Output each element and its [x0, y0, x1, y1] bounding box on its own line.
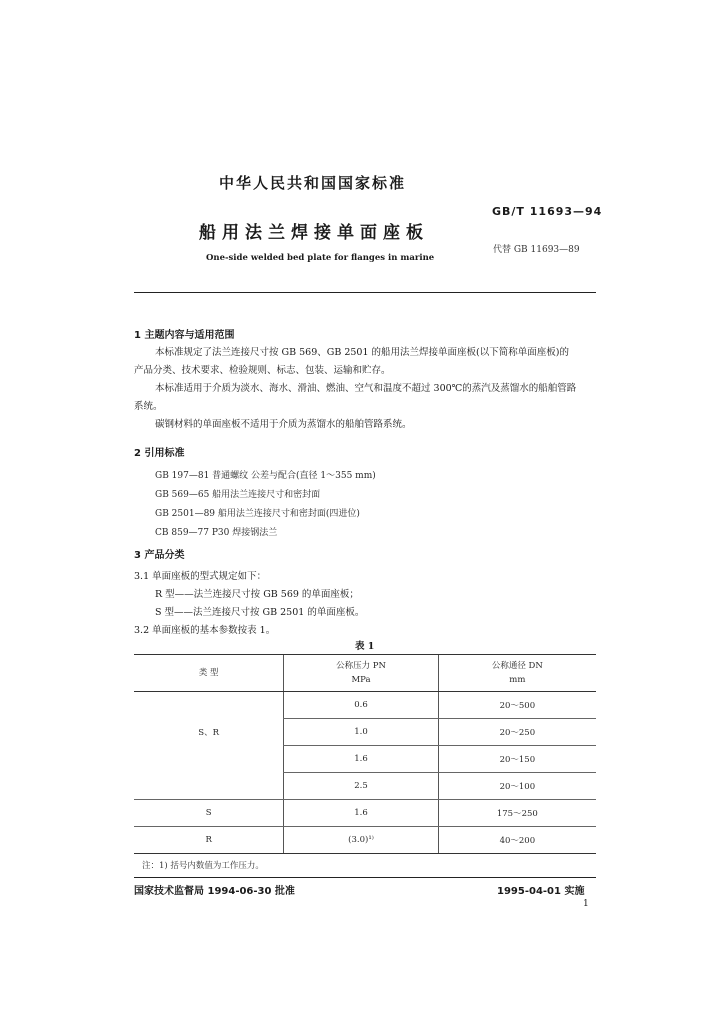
issued-date: 国家技术监督局 1994-06-30 批准: [134, 886, 295, 897]
section-1-para-1-line-1: 本标准规定了法兰连接尺寸按 GB 569、GB 2501 的船用法兰焊接单面座板(以下简称单面座板)的: [155, 347, 569, 358]
document-title-cn: 船用法兰焊接单面座板: [199, 223, 429, 243]
cell-type: S、R: [198, 728, 220, 738]
section-1-para-1-line-2: 产品分类、技术要求、检验规则、标志、包装、运输和贮存。: [134, 365, 391, 376]
cell-type: [134, 746, 284, 773]
table-note: 注：1) 括号内数值为工作压力。: [142, 861, 264, 871]
reference-gb197: GB 197—81 普通螺纹 公差与配合(直径 1～355 mm): [155, 471, 376, 481]
clause-3-1: 3.1 单面座板的型式规定如下：: [134, 571, 267, 582]
cell-pressure: 2.5: [284, 773, 438, 800]
cell-diameter: 175～250: [438, 800, 596, 827]
header-diameter: [438, 655, 596, 692]
clause-3-2: 3.2 单面座板的基本参数按表 1。: [134, 625, 276, 636]
effective-date: 1995-04-01 实施: [497, 886, 585, 897]
footer-divider: [134, 877, 596, 878]
clause-3-1-type-r: R 型——法兰连接尺寸按 GB 569 的单面座板；: [155, 589, 359, 600]
section-1-para-2-line-1: 本标准适用于介质为淡水、海水、滑油、燃油、空气和温度不超过 300℃的蒸汽及蒸馏水的船舶管路: [155, 383, 577, 394]
section-1-para-3: 碳钢材料的单面座板不适用于介质为蒸馏水的船舶管路系统。: [155, 419, 412, 430]
reference-gb2501: GB 2501—89 船用法兰连接尺寸和密封面(四进位): [155, 509, 360, 519]
document-title-en: One-side welded bed plate for flanges in marine: [206, 253, 435, 263]
header-diameter-label: 公称通径 DN: [491, 661, 543, 671]
table-row: [134, 719, 596, 746]
table-row: [134, 692, 596, 719]
clause-3-1-type-s: S 型——法兰连接尺寸按 GB 2501 的单面座板。: [155, 607, 365, 618]
cell-type: R: [134, 827, 284, 854]
table-row: [134, 800, 596, 827]
table-caption: 表 1: [355, 641, 375, 652]
national-standard-heading: 中华人民共和国国家标准: [219, 174, 407, 192]
cell-type: [134, 773, 284, 800]
standard-code: GB/T 11693—94: [492, 205, 603, 218]
section-3-title: 3 产品分类: [134, 550, 185, 561]
reference-gb569: GB 569—65 船用法兰连接尺寸和密封面: [155, 490, 321, 500]
cell-pressure: 1.0: [284, 719, 438, 746]
table-row: [134, 827, 596, 854]
cell-pressure: (3.0)¹⁾: [284, 827, 438, 854]
page-number: 1: [583, 899, 589, 909]
cell-pressure: 1.6: [284, 800, 438, 827]
table-row: [134, 773, 596, 800]
table-row: [134, 746, 596, 773]
section-1-para-2-line-2: 系统。: [134, 401, 163, 412]
header-diameter-unit: mm: [509, 675, 526, 685]
parameter-table: [134, 655, 596, 854]
header-divider: [134, 292, 596, 293]
cell-diameter: 20～500: [438, 692, 596, 719]
cell-type: S: [134, 800, 284, 827]
cell-diameter: 40～200: [438, 827, 596, 854]
section-1-title: 1 主题内容与适用范围: [134, 330, 235, 341]
header-pressure-label: 公称压力 PN: [336, 661, 386, 671]
header-type: 类 型: [134, 655, 284, 692]
reference-cb859: CB 859—77 P30 焊接钢法兰: [155, 528, 278, 538]
section-2-title: 2 引用标准: [134, 448, 185, 459]
cell-pressure: 0.6: [284, 692, 438, 719]
cell-diameter: 20～250: [438, 719, 596, 746]
header-pressure: [284, 655, 438, 692]
header-pressure-unit: MPa: [351, 675, 371, 685]
cell-diameter: 20～100: [438, 773, 596, 800]
replaces-note: 代替 GB 11693—89: [493, 245, 580, 255]
cell-diameter: 20～150: [438, 746, 596, 773]
cell-pressure: 1.6: [284, 746, 438, 773]
cell-type: [134, 692, 284, 719]
table-header-row: [134, 655, 596, 692]
